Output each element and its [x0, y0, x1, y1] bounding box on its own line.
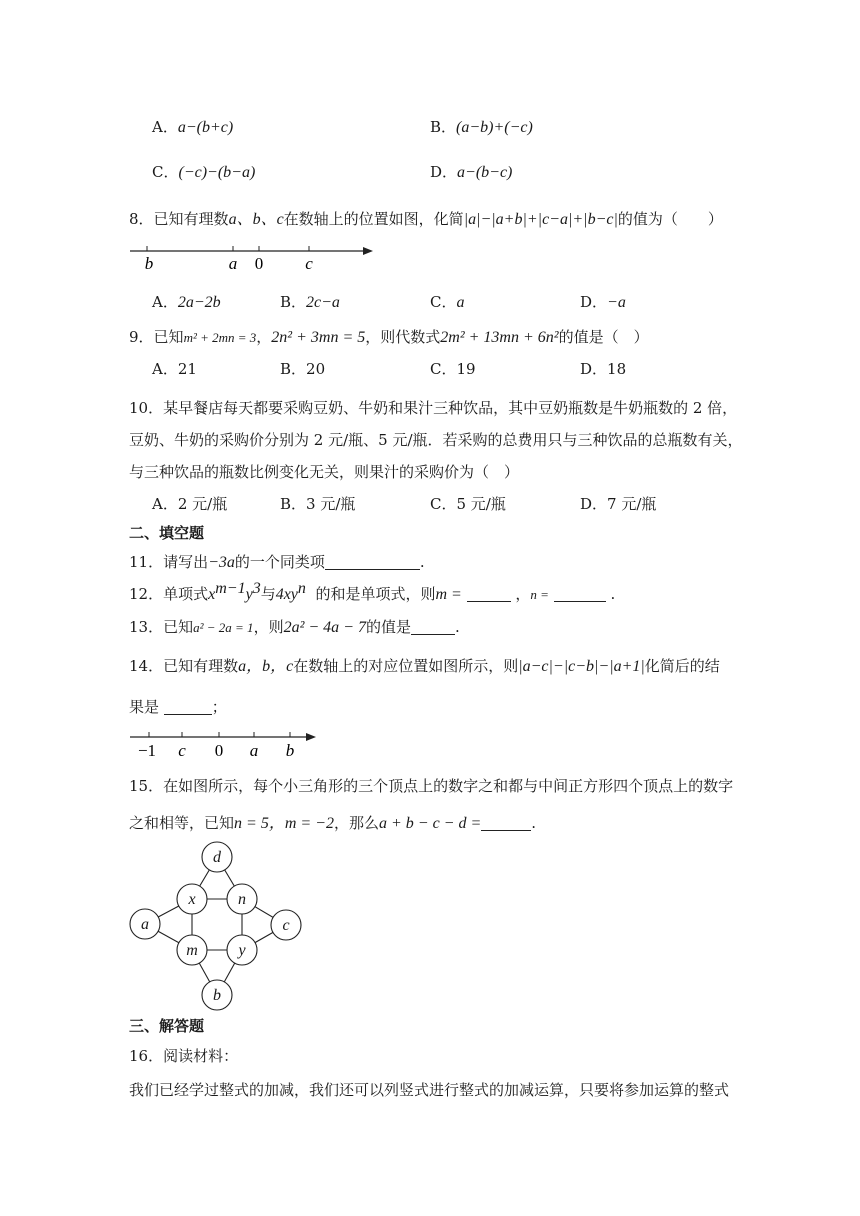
q13-answer-blank[interactable] — [411, 618, 455, 635]
q10-option-a: A．2 元/瓶 — [152, 495, 228, 513]
q8-number-line — [125, 240, 375, 274]
q10-line-2: 豆奶、牛奶的采购价分别为 2 元/瓶、5 元/瓶．若采购的总费用只与三种饮品的总瓶数有关， — [129, 431, 743, 449]
q9-stem: 9．已知m² + 2mn = 3，2n² + 3mn = 5，则代数式2m² + 13mn + 6n²的值是（ ） — [129, 328, 649, 346]
q8-axis-label-b: b — [144, 254, 154, 273]
q9-option-c: C．19 — [430, 360, 476, 378]
q15-graph-diagram — [125, 838, 305, 1016]
node-x-label: x — [188, 891, 196, 908]
node-d-label: d — [213, 849, 221, 866]
q8-axis-label-0: 0 — [254, 254, 264, 273]
section-fill-in-heading: 二、填空题 — [129, 524, 205, 542]
q14-number-line — [125, 727, 320, 761]
q14-axis-label-neg1: −1 — [137, 741, 157, 760]
q8-axis-label-c: c — [305, 254, 313, 273]
q16-title: 16．阅读材料： — [129, 1047, 239, 1065]
q14-axis-label-a: a — [249, 741, 259, 760]
q15-line-2: 之和相等，已知n = 5，m = −2，那么a + b − c − d = . — [129, 814, 537, 832]
q9-option-d: D．18 — [580, 360, 627, 378]
q8-axis-label-a: a — [228, 254, 238, 273]
q12-m-blank[interactable] — [467, 585, 511, 602]
node-n-label: n — [238, 891, 246, 908]
q9-option-a: A．21 — [152, 360, 197, 378]
q16-line-1: 我们已经学过整式的加减，我们还可以列竖式进行整式的加减运算，只要将参加运算的整式 — [129, 1081, 730, 1099]
q15-answer-blank[interactable] — [481, 814, 531, 831]
q10-line-1: 10．某早餐店每天都要采购豆奶、牛奶和果汁三种饮品，其中豆奶瓶数是牛奶瓶数的 2 倍， — [129, 399, 738, 417]
q11-stem: 11．请写出−3a的一个同类项 . — [129, 553, 425, 571]
q7-option-c: C．(−c)−(b−a) — [152, 163, 256, 181]
q9-option-b: B．20 — [280, 360, 326, 378]
q12-stem: 12．单项式$x^{m-1}y^3$与$4xy^n$ 的和是单项式，则m = ，n = . — [129, 580, 616, 603]
q8-stem: 8．已知有理数a、b、c在数轴上的位置如图，化简|a|−|a+b|+|c−a|+|b−c|的值为（ ） — [129, 210, 723, 228]
q14-line-2: 果是 ； — [129, 698, 227, 716]
section-solution-heading: 三、解答题 — [129, 1017, 205, 1035]
q8-option-c: C．a — [430, 293, 465, 311]
q12-n-blank[interactable] — [554, 585, 606, 602]
q14-axis-label-c: c — [178, 741, 186, 760]
q8-option-d: D．−a — [580, 293, 626, 311]
q8-option-a: A．2a−2b — [152, 293, 221, 311]
q10-option-c: C．5 元/瓶 — [430, 495, 506, 513]
node-a-label: a — [141, 916, 149, 933]
node-c-label: c — [282, 917, 290, 934]
q14-line-1: 14．已知有理数a，b，c在数轴上的对应位置如图所示，则|a−c|−|c−b|−|a+1|化简后的结 — [129, 657, 720, 675]
q14-axis-label-b: b — [285, 741, 295, 760]
q8-option-b: B．2c−a — [280, 293, 340, 311]
q10-line-3: 与三种饮品的瓶数比例变化无关，则果汁的采购价为（ ） — [129, 463, 520, 481]
q11-answer-blank[interactable] — [325, 553, 420, 570]
q13-stem: 13．已知a² − 2a = 1，则2a² − 4a − 7的值是 . — [129, 618, 460, 636]
q15-line-1: 15．在如图所示，每个小三角形的三个顶点上的数字之和都与中间正方形四个顶点上的数字 — [129, 777, 734, 795]
q10-option-d: D．7 元/瓶 — [580, 495, 657, 513]
q10-option-b: B．3 元/瓶 — [280, 495, 356, 513]
node-y-label: y — [238, 942, 246, 959]
q7-option-b: B．(a−b)+(−c) — [430, 118, 533, 136]
q7-option-a: A．a−(b+c) — [152, 118, 234, 136]
q14-answer-blank[interactable] — [164, 698, 212, 715]
node-m-label: m — [186, 942, 198, 959]
q14-axis-label-0: 0 — [214, 741, 224, 760]
q7-option-d: D．a−(b−c) — [430, 163, 513, 181]
node-b-label: b — [213, 987, 221, 1004]
